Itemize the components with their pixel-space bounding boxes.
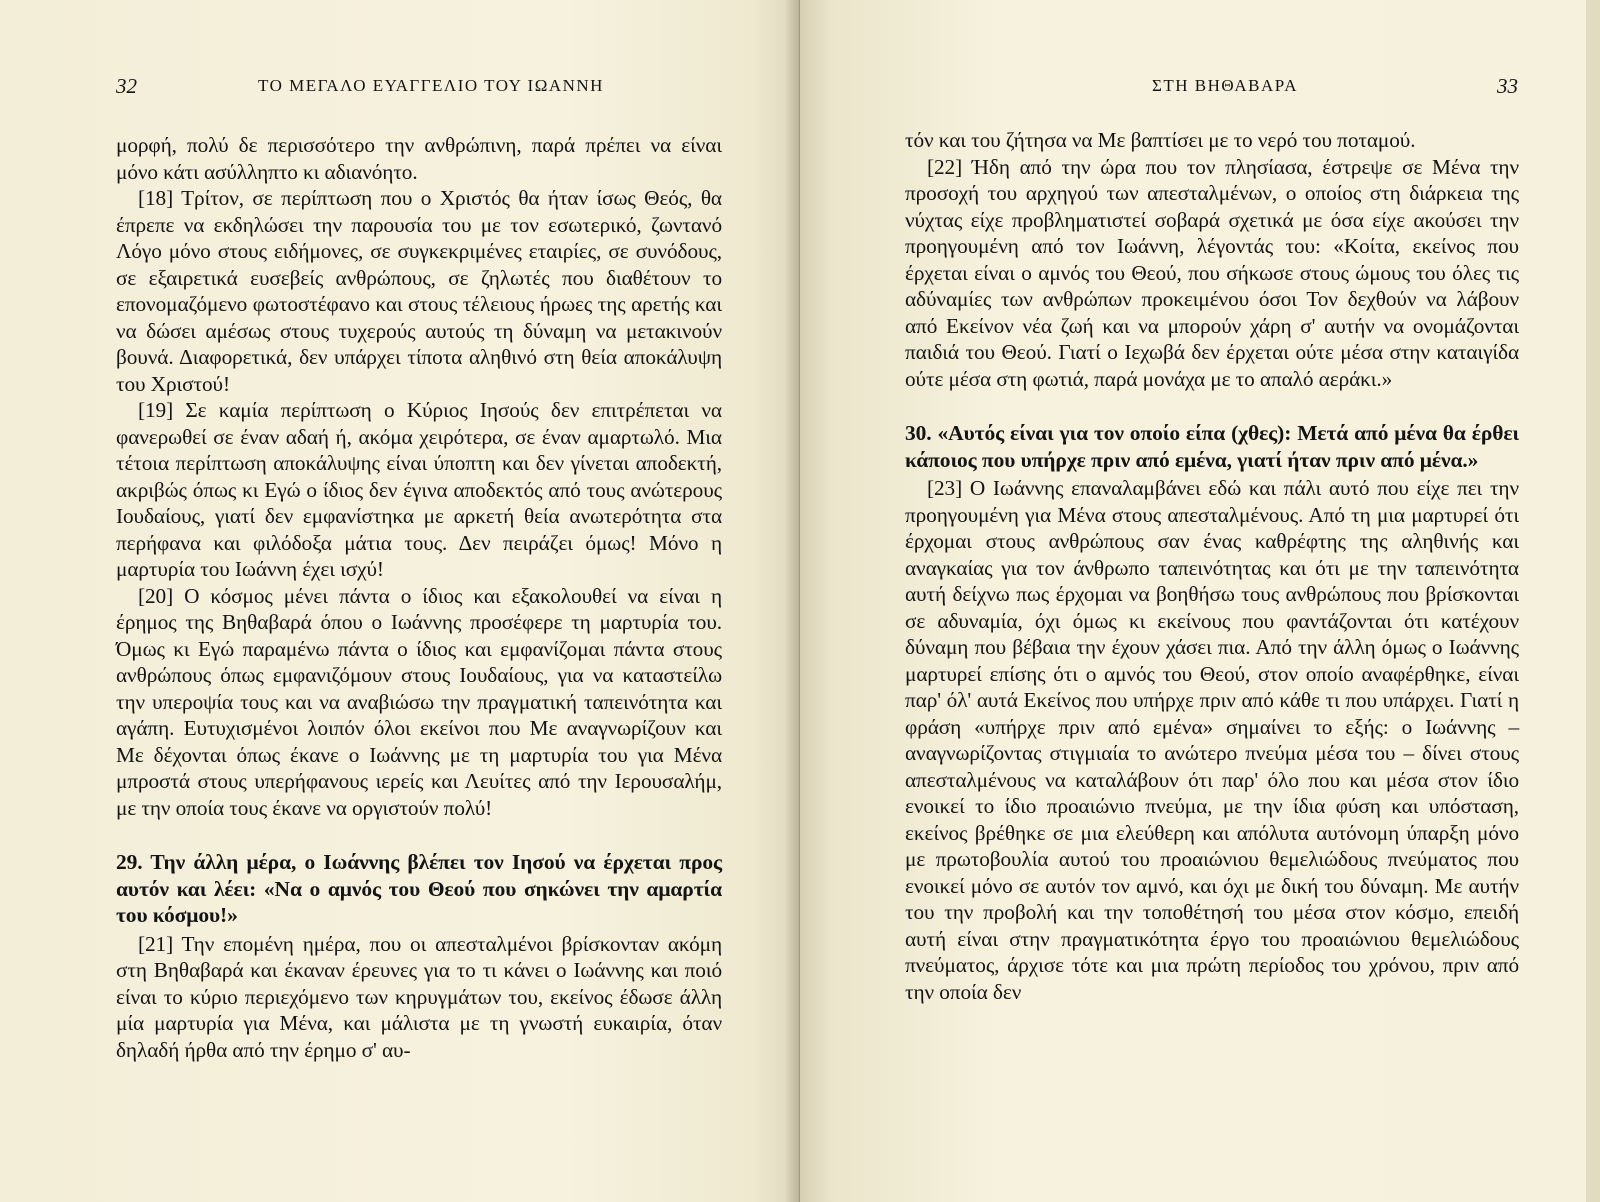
paragraph-20: [20] Ο κόσμος μένει πάντα ο ίδιος και εξακολουθεί να είναι η έρημος της Βηθαβαρά όπου ο Ιωάννης προσέφερε τη μαρτυρία του. Όμως κι Εγώ παραμένω πάντα ο ίδιος και εμφανίζομαι πάντα στους ανθρώπους όπως εμφανιζόμουν στους Ιουδαίους, για να καταστείλω την υπεροψία τους και να αναβιώσω την πραγματική ταπεινότητα και αγάπη. Ευτυχισμένοι λοιπόν όλοι εκείνοι που Με αναγνωρίζουν και Με δέχονται όπως έκανε ο Ιωάννης με τη μαρτυρία του για Μένα μπροστά στους υπερήφανους ιερείς και Λευίτες από την Ιερουσαλήμ, με την οποία τους έκανε να οργιστούν πολύ!	[116, 583, 722, 820]
right-running-header: ΣΤΗ ΒΗΘΑΒΑΡΑ	[1152, 76, 1298, 95]
right-page-number: 33	[1497, 74, 1518, 98]
section-heading-30: 30. «Αυτός είναι για τον οποίο είπα (χθες): Μετά από μένα θα έρθει κάποιος που υπήρχε πριν από εμένα, γιατί ήταν πριν από μένα.»	[905, 421, 1519, 472]
paragraph-19: [19] Σε καμία περίπτωση ο Κύριος Ιησούς δεν επιτρέπεται να φανερωθεί σε έναν αδαή ή, ακόμα χειρότερα, σε έναν αμαρτωλό. Μια τέτοια περίπτωση αποκάλυψης είναι ύποπτη και δεν γίνεται αποδεκτή, ακριβώς όπως κι Εγώ ο ίδιος δεν έγινα αποδεκτός από τους ανώτερους Ιουδαίους, γιατί δεν εμφανίστηκα με αρκετή θεία ανωτερότητα στα περήφανα και φιλόδοξα μάτια τους. Δεν πειράζει όμως! Μόνο η μαρτυρία του Ιωάννη έχει ισχύ!	[116, 398, 722, 581]
left-page-number: 32	[116, 74, 137, 98]
paragraph-continuation: τόν και του ζήτησα να Με βαπτίσει με το νερό του ποταμού.	[905, 128, 1416, 152]
page-edges	[1586, 0, 1600, 1202]
gutter-shadow	[784, 0, 800, 1202]
section-heading-29: 29. Την άλλη μέρα, ο Ιωάννης βλέπει τον Ιησού να έρχεται προς αυτόν και λέει: «Να ο αμνός του Θεού που σηκώνει την αμαρτία του κόσμου!»	[116, 850, 722, 927]
paragraph-continuation: μορφή, πολύ δε περισσότερο την ανθρώπινη, παρά πρέπει να είναι μόνο κάτι ασύλληπτο κι αδιανόητο.	[116, 133, 722, 184]
left-running-header: ΤΟ ΜΕΓΑΛΟ ΕΥΑΓΓΕΛΙΟ ΤΟΥ ΙΩΑΝΝΗ	[258, 76, 604, 95]
right-page	[800, 0, 1600, 1202]
left-page-body	[116, 132, 722, 1063]
right-page-body	[905, 127, 1519, 1005]
paragraph-23: [23] Ο Ιωάννης επαναλαμβάνει εδώ και πάλι αυτό που είχε πει την προηγουμένη για Μένα στους απεσταλμένους. Από τη μια μαρτυρεί ότι έρχομαι στους ανθρώπους σαν ένας καθρέφτης της αληθινής και αναγκαίας για τον άνθρωπο ταπεινότητας και ότι με την ταπεινότητα αυτή δείχνω πως έρχομαι να βοηθήσω τους ανθρώπους που βρίσκονται σε αδυναμία, όχι όμως κι εκείνους που φαντάζονται ότι κατέχουν δύναμη που βέβαια την έχουν χάσει πια. Από την άλλη όμως ο Ιωάννης μαρτυρεί επίσης ότι ο αμνός του Θεού, στον οποίο αναφέρθηκε, είναι παρ' όλ' αυτά Εκείνος που υπήρχε πριν από κάθε τι που υπάρχει. Γιατί η φράση «υπήρχε πριν από εμένα» σημαίνει το εξής: ο Ιωάννης – αναγνωρίζοντας στιγμιαία το ανώτερο πνεύμα μέσα του – δίνει στους απεσταλμένους να καταλάβουν ότι παρ' όλο που και μέσα στον ίδιο ενοικεί το ίδιο προαιώνιο πνεύμα, με την ίδια φύση και υπόσταση, εκείνος βρέθηκε σε μια ελεύθερη και απόλυτα αυτόνομη ύπαρξη μόνο με πρωτοβουλία αυτού του προαιώνιου θεμελιώδους πνεύματος που ενοικεί μόνο σε αυτόν τον αμνό, και όχι με δική του δύναμη. Με αυτήν του την προβολή και την τοποθέτησή του μέσα στον κόσμο, επειδή αυτή είναι στην πραγματικότητα έργο του προαιώνιου θεμελιώδους πνεύματος, άρχισε τότε και μια πρώτη περίοδος του χρόνου, πριν από την οποία δεν	[905, 476, 1519, 1004]
paragraph-21: [21] Την επομένη ημέρα, που οι απεσταλμένοι βρίσκονταν ακόμη στη Βηθαβαρά και έκαναν έρευνες για το τι κάνει ο Ιωάννης και ποιό είναι το κύριο περιεχόμενο των κηρυγμάτων του, εκείνος έδωσε άλλη μία μαρτυρία για Μένα, και μάλιστα με τη γνωστή ευκαιρία, όταν δηλαδή ήρθα από την έρημο σ' αυ-	[116, 931, 722, 1062]
paragraph-22: [22] Ήδη από την ώρα που τον πλησίασα, έστρεψε σε Μένα την προσοχή του αρχηγού των απεσταλμένων, ο οποίος στη διάρκεια της νύχτας είχε προβληματιστεί σοβαρά σχετικά με όσα είχε ακούσει την προηγουμένη από τον Ιωάννη, λέγοντάς του: «Κοίτα, εκείνος που έρχεται είναι ο αμνός του Θεού, που σήκωσε στους ώμους του όλες τις αδύναμίες των ανθρώπων προκειμένου όσοι Τον δεχθούν να λάβουν από Εκείνον νέα ζωή και να μπορούν χάρη σ' αυτήν να ονομάζονται παιδιά του Θεού. Γιατί ο Ιεχωβά δεν έρχεται ούτε μέσα στην καταιγίδα ούτε μέσα στη φωτιά, παρά μονάχα με το απαλό αεράκι.»	[905, 154, 1519, 391]
paragraph-18: [18] Τρίτον, σε περίπτωση που ο Χριστός θα ήταν ίσως Θεός, θα έπρεπε να εκδηλώσει την παρουσία του με τον εσωτερικό, ζωντανό Λόγο μόνο στους ειδήμονες, σε συγκεκριμένες εταιρίες, σε συνόδους, σε εξαιρετικά ευσεβείς ανθρώπους, σε ζηλωτές που διαθέτουν το επονομαζόμενο φωτοστέφανο και στους τέλειους ήρωες της αρετής και να δώσει αμέσως στους τυχερούς αυτούς τη δύναμη να μετακινούν βουνά. Διαφορετικά, δεν υπάρχει τίποτα αληθινό στη θεία αποκάλυψη του Χριστού!	[116, 186, 722, 396]
